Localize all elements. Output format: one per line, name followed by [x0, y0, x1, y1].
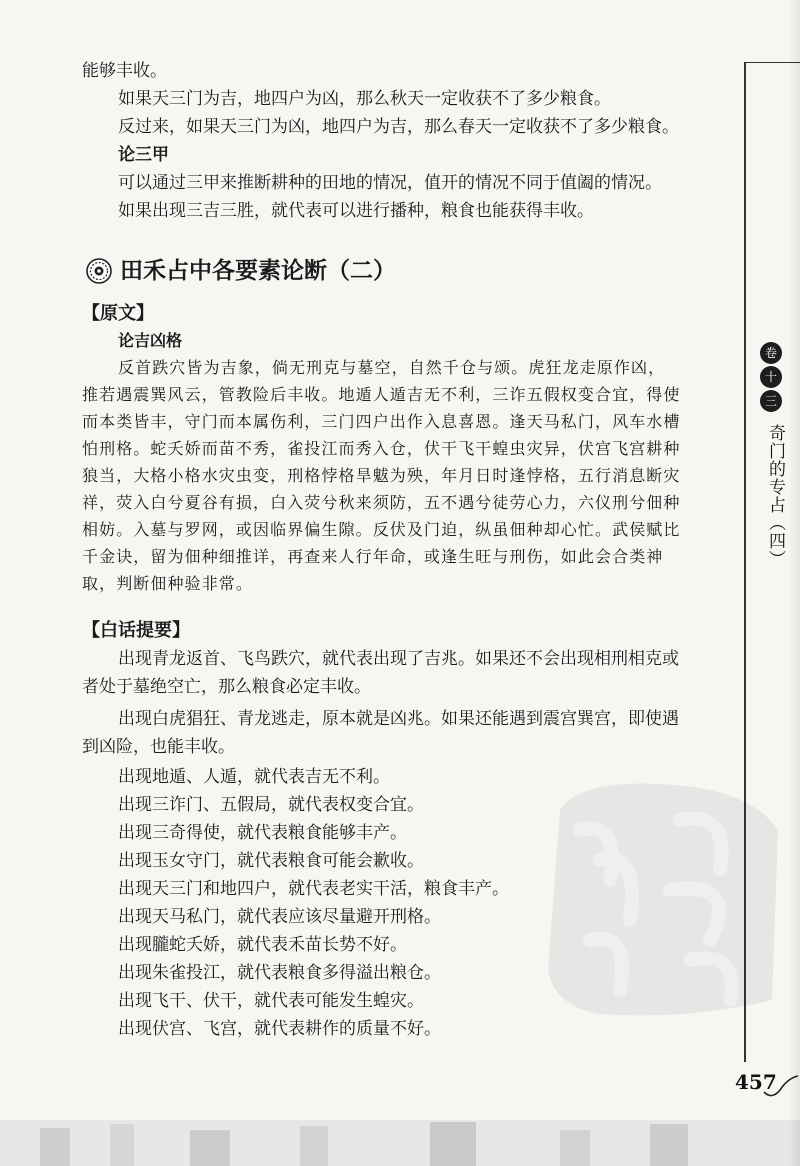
yuanwen-line: 怕刑格。蛇夭娇而苗不秀，雀投江而秀入仓，伏干飞干蝗虫灾异，伏宫飞宫耕种 [82, 439, 681, 458]
page-number: 457 [735, 1070, 777, 1094]
subsection-heading: 论三甲 [118, 145, 169, 165]
chapter-vertical-title: 奇门的专占（四） [765, 424, 785, 568]
baihua-heading: 【白话提要】 [82, 620, 190, 641]
text-line: 可以通过三甲来推断耕种的田地的情况，值开的情况不同于值阖的情况。 [118, 173, 662, 193]
baihua-line: 者处于墓绝空亡，那么粮食必定丰收。 [82, 677, 371, 697]
text-line: 能够丰收。 [82, 61, 167, 81]
volume-badge: 卷 [760, 342, 782, 364]
text-line: 如果出现三吉三胜，就代表可以进行播种，粮食也能获得丰收。 [118, 201, 594, 221]
yuanwen-line: 祥，荧入白兮夏谷有损，白入荧兮秋来须防，五不遇兮徒劳心力，六仪刑兮佃种 [82, 493, 681, 512]
volume-badge: 三 [760, 390, 782, 412]
baihua-line: 出现伏宫、飞宫，就代表耕作的质量不好。 [118, 1019, 441, 1039]
page-edge-shadow [788, 0, 800, 1166]
flower-emblem-icon [86, 258, 112, 284]
section-title: 田禾占中各要素论断（二） [120, 258, 396, 284]
baihua-line: 出现天三门和地四户，就代表老实干活，粮食丰产。 [118, 879, 509, 899]
yuanwen-line: 推若遇震巽风云，管教险后丰收。地遁人遁吉无不利，三诈五假权变合宜，得使 [82, 385, 681, 404]
baihua-line: 出现地遁、人遁，就代表吉无不利。 [118, 767, 390, 787]
yuanwen-line: 取，判断佃种验非常。 [82, 574, 254, 593]
yuanwen-heading: 【原文】 [82, 303, 154, 324]
baihua-line: 出现朱雀投江，就代表粮食多得溢出粮仓。 [118, 963, 441, 983]
text-line: 如果天三门为吉，地四户为凶，那么秋天一定收获不了多少粮食。 [118, 89, 611, 109]
yuanwen-line: 反首跌穴皆为吉象，倘无刑克与墓空，自然千仓与颂。虎狂龙走原作凶， [118, 358, 666, 377]
baihua-line: 出现天马私门，就代表应该尽量避开刑格。 [118, 907, 441, 927]
baihua-line: 出现三诈门、五假局，就代表权变合宜。 [118, 795, 424, 815]
margin-rule [744, 62, 746, 1062]
yuanwen-line: 而本类皆丰，守门而本属伤利，三门四户出作入息喜恩。逢天马私门，风车水槽 [82, 412, 681, 431]
baihua-line: 出现青龙返首、飞鸟跌穴，就代表出现了吉兆。如果还不会出现相刑相克或 [118, 649, 679, 669]
text-line: 反过来，如果天三门为凶，地四户为吉，那么春天一定收获不了多少粮食。 [118, 117, 679, 137]
baihua-line: 到凶险，也能丰收。 [82, 737, 235, 757]
scan-artifact [0, 1120, 800, 1166]
baihua-line: 出现三奇得使，就代表粮食能够丰产。 [118, 823, 407, 843]
seal-watermark-icon [540, 770, 790, 1030]
baihua-line: 出现朧蛇夭娇，就代表禾苗长势不好。 [118, 935, 407, 955]
baihua-line: 出现飞干、伏干，就代表可能发生蝗灾。 [118, 991, 424, 1011]
baihua-line: 出现玉女守门，就代表粮食可能会歉收。 [118, 851, 424, 871]
yuanwen-line: 相妨。入墓与罗网，或因临界偏生隙。反伏及门迫，纵虽佃种却心忙。武侯赋比 [82, 520, 681, 539]
yuanwen-line: 狼当，大格小格水灾虫变，刑格悖格旱魃为殃，年月日时逢悖格，五行消息断灾 [82, 466, 681, 485]
volume-badge: 十 [760, 366, 782, 388]
yuanwen-line: 千金诀，留为佃种细推详，再查来人行年命，或逢生旺与刑伤，如此会合类神 [82, 547, 664, 566]
baihua-line: 出现白虎猖狂、青龙逃走，原本就是凶兆。如果还能遇到震宫巽宫，即使遇 [118, 709, 679, 729]
yuanwen-subheading: 论吉凶格 [118, 331, 183, 350]
